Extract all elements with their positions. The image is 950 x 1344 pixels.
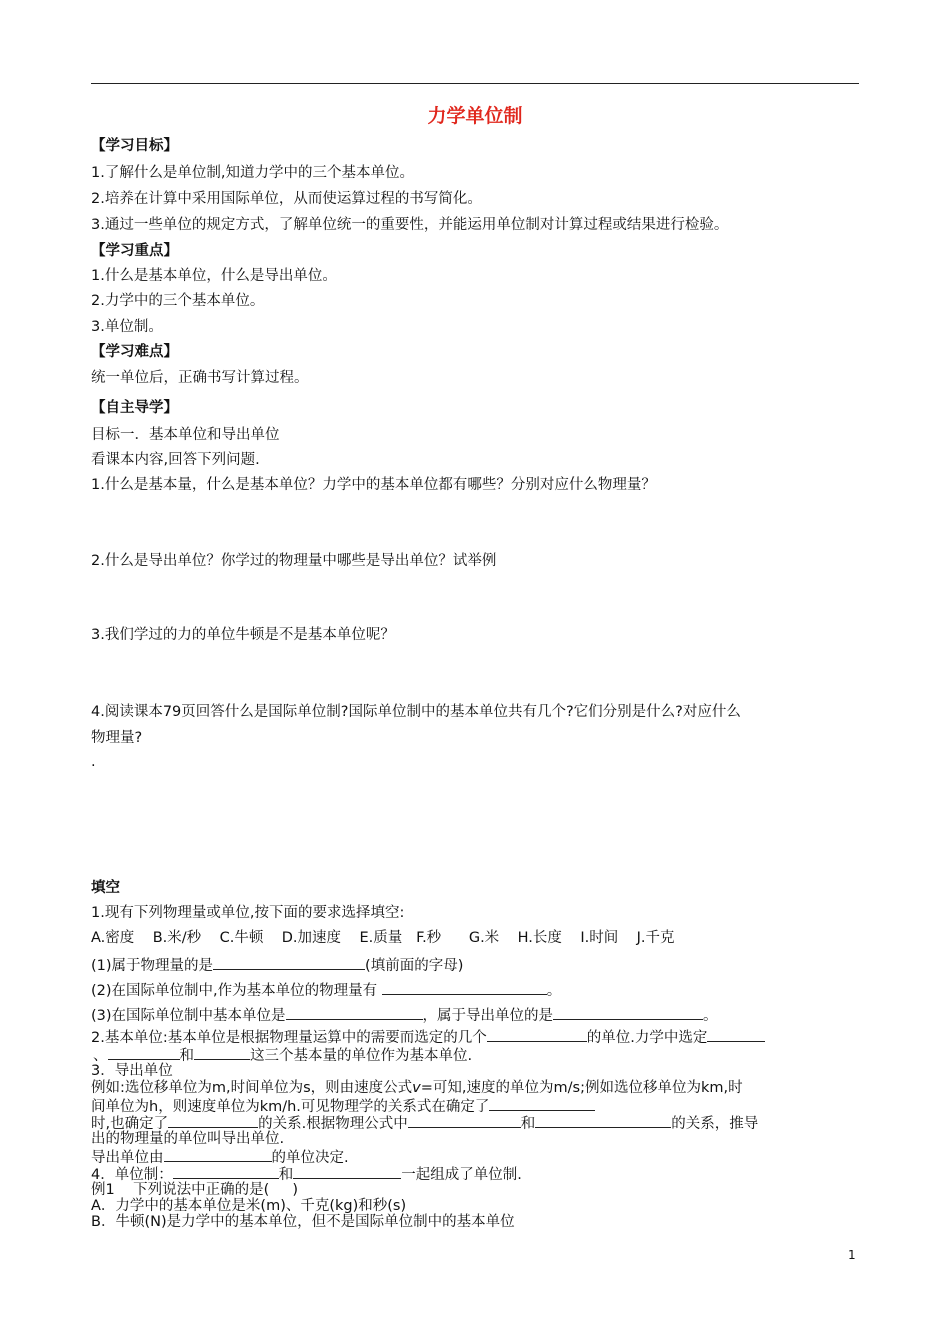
- fill-p3-l5b: 的单位决定.: [271, 1150, 349, 1166]
- question-2: 2.什么是导出单位？你学过的物理量中哪些是导出单位？试举例: [91, 553, 497, 569]
- answer-blank[interactable]: [707, 1026, 765, 1042]
- fill-p1-b-text: (2)在国际单位制中,作为基本单位的物理量有: [91, 983, 378, 999]
- answer-blank[interactable]: [168, 1112, 258, 1128]
- fill-p2-c: 、: [93, 1048, 108, 1064]
- question-4-line-2: 物理量?: [91, 730, 143, 746]
- fill-p3-l1a: 例如:选位移单位为m,时间单位为s，则由速度公式: [91, 1080, 413, 1096]
- fill-p4b: 和: [278, 1167, 294, 1183]
- fill-p1-a: [91, 954, 463, 976]
- goals-heading: 【学习目标】: [91, 138, 178, 154]
- difficulty-heading: 【学习难点】: [91, 344, 178, 360]
- answer-blank[interactable]: [194, 1044, 250, 1060]
- fill-p1-c-end: 。: [703, 1008, 718, 1024]
- answer-blank[interactable]: [164, 1146, 272, 1162]
- fill-p2-a: 2.基本单位:基本单位是根据物理量运算中的需要而选定的几个: [91, 1030, 487, 1046]
- answer-blank[interactable]: [489, 1095, 595, 1111]
- difficulty-item-1: 统一单位后，正确书写计算过程。: [91, 370, 309, 386]
- example-1-option-b: B．牛顿(N)是力学中的基本单位，但不是国际单位制中的基本单位: [91, 1214, 515, 1230]
- key-heading: 【学习重点】: [91, 243, 178, 259]
- header-rule: [91, 83, 859, 84]
- fill-p1-intro: 1.现有下列物理量或单位,按下面的要求选择填空:: [91, 905, 405, 921]
- answer-blank[interactable]: [286, 1004, 423, 1020]
- key-item-2: 2.力学中的三个基本单位。: [91, 293, 265, 309]
- fill-p1-c: [91, 1004, 718, 1026]
- fill-p3-l1b: =可知,速度的单位为m/s;例如选位移单位为km,时: [420, 1080, 743, 1096]
- example-1: 例1 下列说法中正确的是( ): [91, 1182, 299, 1198]
- fill-p3-l5a: 导出单位由: [91, 1150, 164, 1166]
- goal-item-3: 3.通过一些单位的规定方式，了解单位统一的重要性，并能运用单位制对计算过程或结果进行检验。: [91, 217, 729, 233]
- fill-p3-l3a: 时,也确定了: [91, 1116, 169, 1132]
- fill-p2-d: 和: [179, 1048, 194, 1064]
- fill-p3-l2a: 间单位为h，则速度单位为km/h.可见物理学的关系式在确定了: [91, 1099, 490, 1115]
- answer-blank[interactable]: [382, 979, 547, 995]
- fill-p1-b: [91, 979, 561, 1001]
- page-title: 力学单位制: [427, 105, 523, 127]
- fill-p3-l3c: 和: [520, 1116, 536, 1132]
- question-3: 3.我们学过的力的单位牛顿是不是基本单位呢？: [91, 627, 395, 643]
- fill-p3-l3d: 的关系，推导: [671, 1116, 759, 1132]
- fill-p4a: 4．单位制：: [91, 1167, 173, 1183]
- answer-blank[interactable]: [213, 954, 365, 970]
- question-1: 1.什么是基本量，什么是基本单位？力学中的基本单位都有哪些？分别对应什么物理量？: [91, 477, 656, 493]
- goal-item-1: 1.了解什么是单位制,知道力学中的三个基本单位。: [91, 165, 414, 181]
- answer-blank[interactable]: [408, 1112, 521, 1128]
- goal-item-2: 2.培养在计算中采用国际单位，从而使运算过程的书写简化。: [91, 191, 482, 207]
- key-item-1: 1.什么是基本单位，什么是导出单位。: [91, 268, 337, 284]
- fill-p1-c-mid: ，属于导出单位的是: [422, 1008, 554, 1024]
- page-number: 1: [848, 1248, 856, 1262]
- question-4-line-1: 4.阅读课本79页回答什么是国际单位制?国际单位制中的基本单位共有几个?它们分别是什么?对应什么: [91, 704, 741, 720]
- fill-p4c: 一起组成了单位制.: [401, 1167, 522, 1183]
- velocity-symbol: v: [412, 1080, 421, 1096]
- fill-p3-l4: 出的物理量的单位叫导出单位.: [91, 1131, 285, 1147]
- fill-p3-title: 3．导出单位: [91, 1063, 173, 1079]
- fill-p1-options: A.密度 B.米/秒 C.牛顿 D.加速度 E.质量 F.秒 G.米 H.长度 I.时间 J.千克: [91, 930, 675, 946]
- instruction: 看课本内容,回答下列问题.: [91, 452, 260, 468]
- fill-p2-e: 这三个基本量的单位作为基本单位.: [250, 1048, 473, 1064]
- answer-blank[interactable]: [108, 1044, 180, 1060]
- answer-blank[interactable]: [293, 1163, 401, 1179]
- answer-blank[interactable]: [535, 1112, 671, 1128]
- key-item-3: 3.单位制。: [91, 319, 163, 335]
- fill-p2-b: 的单位.力学中选定: [586, 1030, 708, 1046]
- fill-p1-c-text: (3)在国际单位制中基本单位是: [91, 1008, 286, 1024]
- fill-p1-a-text: (1)属于物理量的是: [91, 958, 214, 974]
- fill-p1-a-note: (填前面的字母): [365, 958, 464, 974]
- fill-p3-l3b: 的关系.根据物理公式中: [258, 1116, 408, 1132]
- self-study-heading: 【自主导学】: [91, 400, 178, 416]
- example-1-option-a: A．力学中的基本单位是米(m)、千克(kg)和秒(s): [91, 1198, 407, 1214]
- fill-p1-b-end: 。: [546, 983, 562, 999]
- stray-dot: .: [91, 754, 96, 770]
- answer-blank[interactable]: [553, 1004, 703, 1020]
- target-one: 目标一．基本单位和导出单位: [91, 427, 280, 443]
- answer-blank[interactable]: [173, 1163, 279, 1179]
- answer-blank[interactable]: [487, 1026, 587, 1042]
- fill-heading: 填空: [91, 880, 120, 896]
